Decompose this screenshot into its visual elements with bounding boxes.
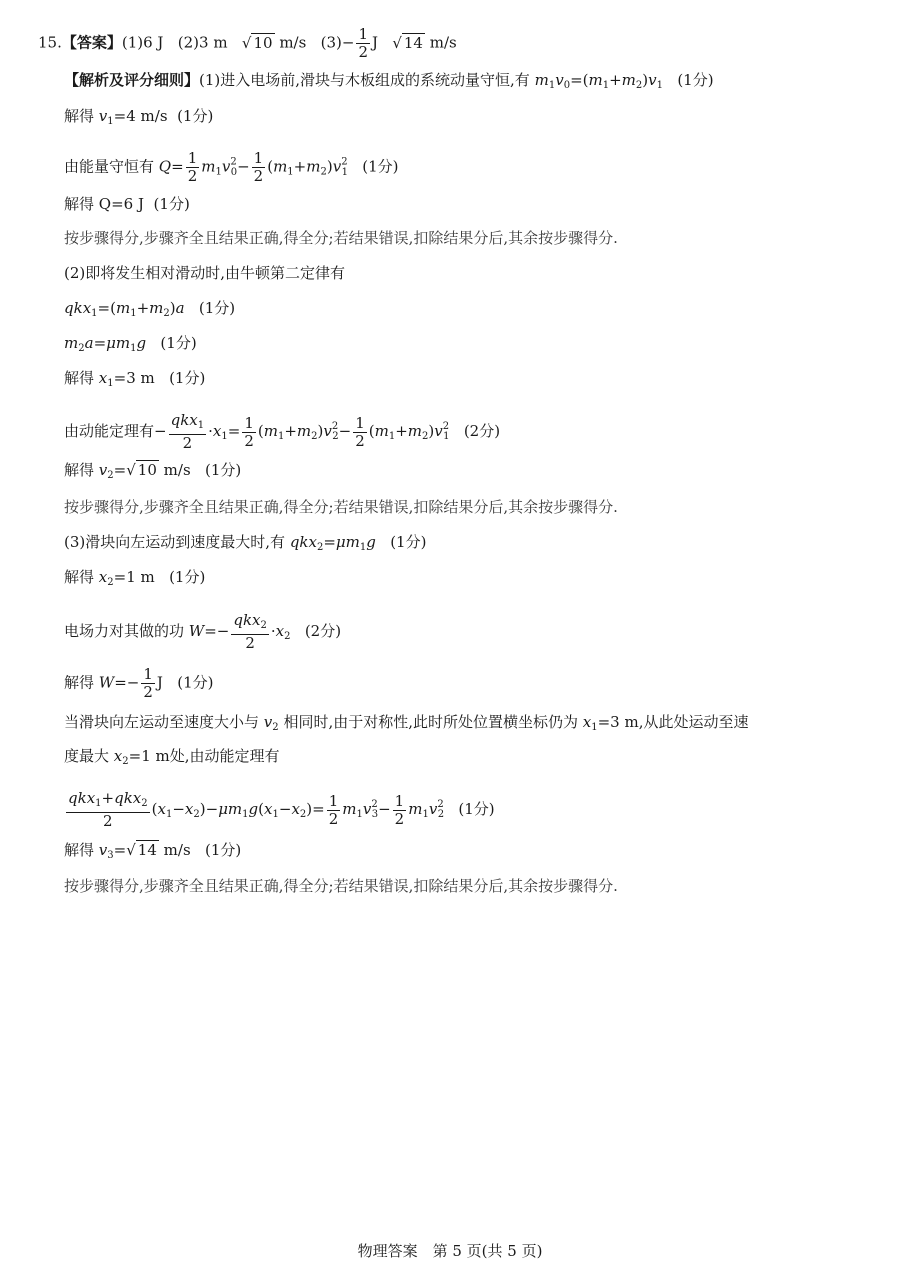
scoring-rule-2: 按步骤得分,步骤齐全且结果正确,得全分;若结果错误,扣除结果分后,其余按步骤得分. bbox=[64, 498, 618, 516]
max-speed-text-b: =1 m处,由动能定理有 bbox=[128, 747, 280, 765]
w-unit: J bbox=[156, 673, 163, 692]
analysis-line-4 bbox=[64, 194, 190, 214]
answer-3-sign: (3)− bbox=[320, 33, 355, 52]
answer-3b-unit: m/s bbox=[429, 33, 457, 52]
analysis-line-10: 解得 $v_2=√$ 10 m/s (1分) bbox=[64, 461, 242, 481]
solve-label: 解得 bbox=[64, 461, 95, 479]
scoring-rule-3: 按步骤得分,步骤齐全且结果正确,得全分;若结果错误,扣除结果分后,其余按步骤得分. bbox=[64, 877, 618, 895]
score-17: (1分) bbox=[458, 800, 495, 818]
analysis-line-12: 解得 $x_2=1$ m (1分) bbox=[64, 568, 206, 588]
answer-1: (1)6 J bbox=[121, 33, 164, 52]
question-number: 15. bbox=[38, 33, 62, 52]
symmetry-text-a: 当滑块向左运动至速度大小与 bbox=[64, 713, 260, 731]
score-10: (1分) bbox=[204, 461, 242, 479]
answer-3-unit: J bbox=[371, 33, 378, 52]
analysis-line-17: $\frac{qkx_1+qkx_2}{2}$ $(x_1-x_2)-\mu m_1g(x_1-x_2)=$ $\frac{1}{2}$ $m_1v^2_3-$ $\frac{1}{2}$ $m_1v^2_2$ (1分) bbox=[68, 789, 495, 830]
analysis-line-16: 度最大 $x_2=1$ m处,由动能定理有 bbox=[64, 747, 280, 767]
analysis-tag: 【解析及评分细则】 bbox=[64, 71, 200, 89]
analysis-line-14: 解得 W=− $\frac{1}{2}$ J (1分) bbox=[64, 665, 214, 701]
score-13: (2分) bbox=[304, 622, 342, 640]
sqrt-10: √ 10 bbox=[241, 33, 273, 52]
analysis-line-11: (3)滑块向左运动到速度最大时,有 $qkx_2=\mu m_1g$ (1分) bbox=[64, 533, 427, 553]
part3-label: (3)滑块向左运动到速度最大时,有 bbox=[64, 533, 286, 551]
answer-2: (2)3 m bbox=[177, 33, 228, 52]
solve-label: 解得 bbox=[64, 568, 95, 586]
score-12: (1分) bbox=[169, 568, 206, 586]
analysis-line-9: 由动能定理有− $\frac{qkx_1}{2}$ $\cdot x_1=$ $\frac{1}{2}$ $(m_1+m_2)v^2_2-$ $\frac{1}{2}$ $(m_1+m_2)v^2_1$ (2分) bbox=[64, 411, 501, 452]
score-2: (1分) bbox=[177, 107, 214, 125]
x2-value: =1 m bbox=[113, 568, 155, 586]
sqrt-14: √ 14 bbox=[392, 33, 423, 52]
work-label: 电场力对其做的功 bbox=[64, 622, 185, 640]
solve-label: 解得 bbox=[64, 673, 95, 692]
v3-unit: m/s bbox=[163, 841, 191, 859]
analysis-line-15: 当滑块向左运动至速度大小与 $v_2$ 相同时,由于对称性,此时所处位置横坐标仍为 $x_1=3$ m,从此处运动至速 bbox=[64, 713, 749, 733]
v2-unit: m/s bbox=[163, 461, 191, 479]
analysis-line-8: 解得 $x_1=3$ m (1分) bbox=[64, 369, 206, 389]
q-value: Q=6 J bbox=[98, 195, 144, 213]
score-8: (1分) bbox=[169, 369, 206, 387]
symmetry-text-c: =3 m,从此处运动至速 bbox=[597, 713, 749, 731]
analysis-line-18: 解得 $v_3=√$ 14 m/s (1分) bbox=[64, 841, 242, 861]
solve-label: 解得 bbox=[64, 107, 95, 125]
energy-label: 由能量守恒有 bbox=[64, 157, 155, 176]
score-11: (1分) bbox=[390, 533, 427, 551]
symmetry-text-b: 相同时,由于对称性,此时所处位置横坐标仍为 bbox=[283, 713, 578, 731]
score-9: (2分) bbox=[463, 422, 501, 440]
solve-label: 解得 bbox=[64, 369, 95, 387]
analysis-line-13: 电场力对其做的功 W=− $\frac{qkx_2}{2}$ $\cdot x_2$ (2分) bbox=[64, 611, 342, 652]
page-footer: 物理答案 第 5 页(共 5 页) bbox=[357, 1242, 543, 1260]
kinetic-label: 由动能定理有 bbox=[64, 422, 155, 440]
analysis-line-5: (2)即将发生相对滑动时,由牛顿第二定律有 bbox=[64, 264, 346, 282]
analysis-text-1: (1)进入电场前,滑块与木板组成的系统动量守恒,有 bbox=[199, 71, 530, 89]
analysis-line-1: 【解析及评分细则】(1)进入电场前,滑块与木板组成的系统动量守恒,有 $m_1v_0=(m_1+m_2)v_1$ (1分) bbox=[64, 71, 714, 91]
v1-value: =4 m/s bbox=[113, 107, 168, 125]
score-1: (1分) bbox=[677, 71, 714, 89]
score-4: (1分) bbox=[153, 195, 190, 213]
answer-tag: 【答案】 bbox=[61, 33, 122, 52]
score-3: (1分) bbox=[362, 157, 399, 176]
score-14: (1分) bbox=[177, 673, 214, 692]
analysis-line-6: $qkx_1=(m_1+m_2)a$ (1分) bbox=[64, 299, 236, 319]
solve-label: 解得 bbox=[64, 841, 95, 859]
answer-2-unit: m/s bbox=[279, 33, 307, 52]
fraction-half: $\frac{1}{2}$ bbox=[358, 25, 368, 61]
score-18: (1分) bbox=[204, 841, 242, 859]
score-6: (1分) bbox=[198, 299, 236, 317]
analysis-line-3: 由能量守恒有 Q= $\frac{1}{2}$ $m_1v^2_0-$ $\frac{1}{2}$ $(m_1+m_2)v^2_1$ (1分) bbox=[64, 149, 399, 185]
score-7: (1分) bbox=[160, 334, 197, 352]
max-speed-text-a: 度最大 bbox=[64, 747, 110, 765]
analysis-line-2: 解得 $v_1=4$ m/s (1分) bbox=[64, 107, 214, 127]
x1-value: =3 m bbox=[113, 369, 155, 387]
scoring-rule-1: 按步骤得分,步骤齐全且结果正确,得全分;若结果错误,扣除结果分后,其余按步骤得分. bbox=[64, 229, 618, 247]
analysis-line-7: $m_2a=\mu m_1g$ (1分) bbox=[64, 334, 197, 354]
solve-label: 解得 bbox=[64, 195, 95, 213]
answer-line bbox=[38, 26, 457, 61]
